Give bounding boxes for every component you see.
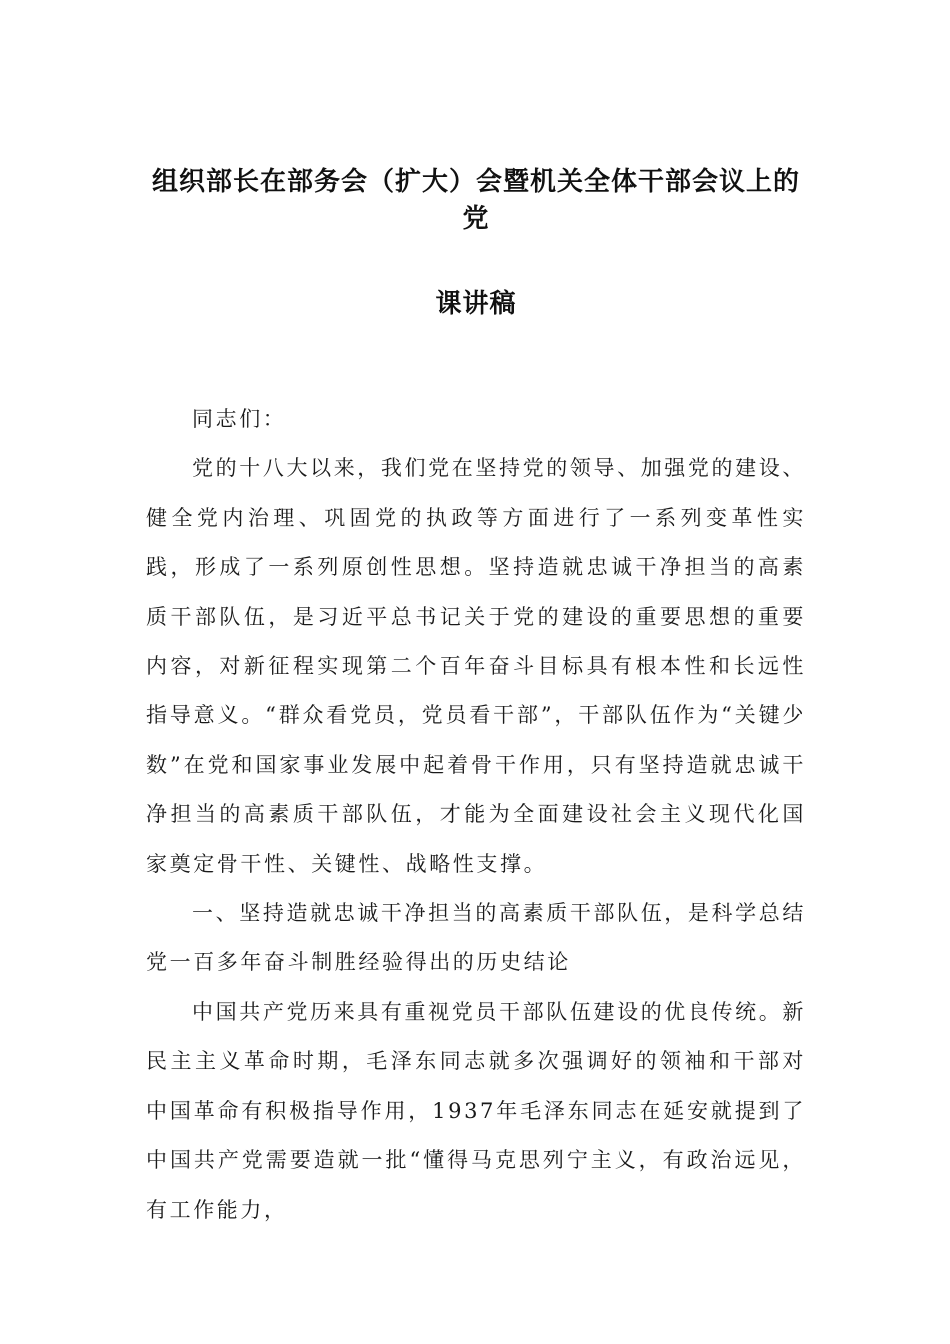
salutation-paragraph: 同志们： xyxy=(192,407,287,431)
history-paragraph: 中国共产党历来具有重视党员干部队伍建设的优良传统。新民主主义革命时期，毛泽东同志就多次强调好的领袖和干部对中国革命有积极指导作用，1937年毛泽东同志在延安就提到了中国共产党需要造就一批“懂得马克思列宁主义，有政治远见，有工作能力， xyxy=(146,999,806,1222)
document-title-line-2: 课讲稿 xyxy=(435,289,517,319)
intro-paragraph: 党的十八大以来，我们党在坚持党的领导、加强党的建设、健全党内治理、巩固党的执政等方面进行了一系列变革性实践，形成了一系列原创性思想。坚持造就忠诚干净担当的高素质干部队伍，是习近平总书记关于党的建设的重要思想的重要内容，对新征程实现第二个百年奋斗目标具有根本性和长远性指导意义。“群众看党员，党员看干部”，干部队伍作为“关键少数”在党和国家事业发展中起着骨干作用，只有坚持造就忠诚干净担当的高素质干部队伍，才能为全面建设社会主义现代化国家奠定骨干性、关键性、战略性支撑。 xyxy=(146,456,806,876)
section-heading-paragraph: 一、坚持造就忠诚干净担当的高素质干部队伍，是科学总结党一百多年奋斗制胜经验得出的历史结论 xyxy=(146,901,806,975)
document-title-line-1: 组织部长在部务会（扩大）会暨机关全体干部会议上的党 xyxy=(151,167,800,234)
document-body xyxy=(146,395,806,1235)
